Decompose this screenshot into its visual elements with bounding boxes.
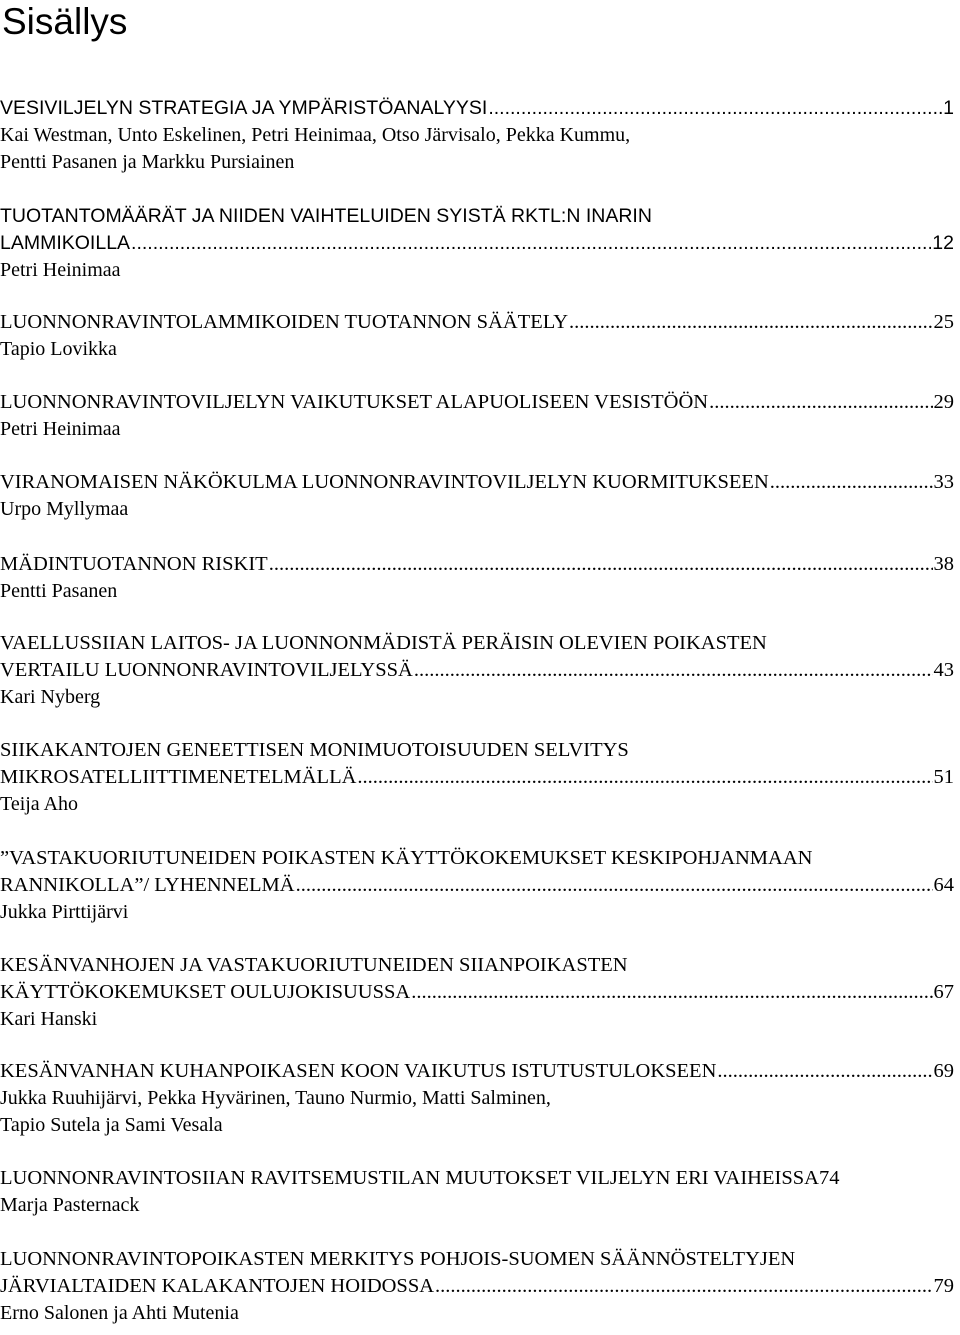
dot-leader xyxy=(296,872,933,899)
toc-entry[interactable] xyxy=(0,95,954,176)
toc-entry-title: VESIVILJELYN STRATEGIA JA YMPÄRISTÖANALYYSI xyxy=(0,97,488,119)
toc-page-number: 29 xyxy=(933,391,954,413)
toc-page-number: 1 xyxy=(943,97,954,119)
page-title: Sisällys xyxy=(2,1,128,42)
toc-entry-title: LUONNONRAVINTOLAMMIKOIDEN TUOTANNON SÄÄTELY xyxy=(0,311,568,333)
toc-entry-title-line xyxy=(0,845,954,872)
toc-entry-authors: Jukka Ruuhijärvi, Pekka Hyvärinen, Tauno Nurmio, Matti Salminen, xyxy=(0,1087,551,1109)
toc-entry[interactable] xyxy=(0,1058,954,1139)
toc-entry[interactable] xyxy=(0,551,954,605)
toc-entry-title: SIIKAKANTOJEN GENEETTISEN MONIMUOTOISUUDEN SELVITYS xyxy=(0,739,629,761)
toc-entry-authors: Kari Nyberg xyxy=(0,686,101,708)
toc-entry-title-line xyxy=(0,1058,954,1085)
toc-entry-title-line xyxy=(0,1273,954,1300)
toc-entry-title-line xyxy=(0,979,954,1006)
toc-entry-authors: Teija Aho xyxy=(0,793,79,815)
toc-entry[interactable] xyxy=(0,1246,954,1327)
toc-entry-title-line xyxy=(0,551,954,578)
toc-page-number: 64 xyxy=(933,874,954,896)
toc-page-number: 38 xyxy=(933,553,954,575)
toc-entry[interactable] xyxy=(0,469,954,523)
toc-entry[interactable] xyxy=(0,1165,954,1219)
toc-entry-title: MÄDINTUOTANNON RISKIT xyxy=(0,553,268,575)
toc-entry-title-line xyxy=(0,764,954,791)
toc-entry[interactable] xyxy=(0,952,954,1033)
toc-entry[interactable] xyxy=(0,845,954,926)
toc-entry-authors: Marja Pasternack xyxy=(0,1194,140,1216)
toc-entry-title: KESÄNVANHOJEN JA VASTAKUORIUTUNEIDEN SIIANPOIKASTEN xyxy=(0,954,628,976)
toc-entry-title-line xyxy=(0,389,954,416)
toc-entry-title-line xyxy=(0,95,954,122)
toc-entry[interactable] xyxy=(0,737,954,818)
toc-entry-authors: Kai Westman, Unto Eskelinen, Petri Heinimaa, Otso Järvisalo, Pekka Kummu, xyxy=(0,124,631,146)
dot-leader xyxy=(717,1058,932,1085)
toc-entry-title: VERTAILU LUONNONRAVINTOVILJELYSSÄ xyxy=(0,659,413,681)
toc-entry-title-line xyxy=(0,230,954,257)
toc-entry[interactable] xyxy=(0,203,954,284)
toc-entry-title-line xyxy=(0,952,954,979)
toc-page-number: 69 xyxy=(933,1060,954,1082)
toc-entry-title: VAELLUSSIIAN LAITOS- JA LUONNONMÄDISTÄ PERÄISIN OLEVIEN POIKASTEN xyxy=(0,632,767,654)
toc-page-number: 79 xyxy=(933,1275,954,1297)
toc-entry-title-line xyxy=(0,872,954,899)
dot-leader xyxy=(131,230,931,257)
toc-entry-authors: Tapio Sutela ja Sami Vesala xyxy=(0,1114,223,1136)
toc-page-number: 51 xyxy=(933,766,954,788)
toc-entry-title: LUONNONRAVINTOPOIKASTEN MERKITYS POHJOIS-SUOMEN SÄÄNNÖSTELTYJEN xyxy=(0,1248,796,1270)
dot-leader xyxy=(569,309,933,336)
toc-entry-title-line xyxy=(0,630,954,657)
toc-entry-title: RANNIKOLLA”/ LYHENNELMÄ xyxy=(0,874,295,896)
dot-leader xyxy=(770,469,933,496)
toc-entry-title-line xyxy=(0,657,954,684)
toc-entry-title: TUOTANTOMÄÄRÄT JA NIIDEN VAIHTELUIDEN SYISTÄ RKTL:N INARIN xyxy=(0,205,652,227)
toc-entry-authors: Pentti Pasanen xyxy=(0,580,118,602)
toc-entry-authors: Petri Heinimaa xyxy=(0,259,121,281)
dot-leader xyxy=(411,979,932,1006)
dot-leader xyxy=(435,1273,932,1300)
dot-leader xyxy=(414,657,933,684)
toc-entry-title-line xyxy=(0,203,954,230)
toc-entry-title-line xyxy=(0,309,954,336)
toc-page-number: 25 xyxy=(933,311,954,333)
toc-page-number: 12 xyxy=(932,232,954,254)
toc-page-number: 74 xyxy=(818,1167,840,1189)
toc-entry[interactable] xyxy=(0,389,954,443)
toc-entry-title-line xyxy=(0,1246,954,1273)
dot-leader xyxy=(709,389,932,416)
toc-entry-title: LUONNONRAVINTOSIIAN RAVITSEMUSTILAN MUUTOKSET VILJELYN ERI VAIHEISSA xyxy=(0,1167,819,1189)
toc-entry-authors: Petri Heinimaa xyxy=(0,418,121,440)
toc-entry-title: MIKROSATELLIITTIMENETELMÄLLÄ xyxy=(0,766,357,788)
toc-entry-title: JÄRVIALTAIDEN KALAKANTOJEN HOIDOSSA xyxy=(0,1275,435,1297)
toc-entry-title-line xyxy=(0,1165,954,1192)
toc-entry-title: LUONNONRAVINTOVILJELYN VAIKUTUKSET ALAPUOLISEEN VESISTÖÖN xyxy=(0,391,709,413)
toc-entry-title: ”VASTAKUORIUTUNEIDEN POIKASTEN KÄYTTÖKOKEMUKSET KESKIPOHJANMAAN xyxy=(0,847,813,869)
toc-entry-authors: Pentti Pasanen ja Markku Pursiainen xyxy=(0,151,295,173)
toc-entry[interactable] xyxy=(0,630,954,711)
toc-page-number: 67 xyxy=(933,981,954,1003)
dot-leader xyxy=(488,95,942,122)
toc-entry-authors: Jukka Pirttijärvi xyxy=(0,901,129,923)
toc-entry-authors: Erno Salonen ja Ahti Mutenia xyxy=(0,1302,239,1324)
toc-entry-title: KESÄNVANHAN KUHANPOIKASEN KOON VAIKUTUS ISTUTUSTULOKSEEN xyxy=(0,1060,717,1082)
toc-page-number: 43 xyxy=(933,659,954,681)
dot-leader xyxy=(357,764,932,791)
toc-entry[interactable] xyxy=(0,309,954,363)
toc-entry-title-line xyxy=(0,737,954,764)
toc-entry-authors: Tapio Lovikka xyxy=(0,338,117,360)
dot-leader xyxy=(269,551,933,578)
toc-entry-authors: Kari Hanski xyxy=(0,1008,98,1030)
toc-entry-title: LAMMIKOILLA xyxy=(0,232,131,254)
toc-entry-title: KÄYTTÖKOKEMUKSET OULUJOKISUUSSA xyxy=(0,981,411,1003)
toc-page-number: 33 xyxy=(933,471,954,493)
toc-entry-authors: Urpo Myllymaa xyxy=(0,498,129,520)
toc-entry-title: VIRANOMAISEN NÄKÖKULMA LUONNONRAVINTOVILJELYN KUORMITUKSEEN xyxy=(0,471,769,493)
toc-entry-title-line xyxy=(0,469,954,496)
